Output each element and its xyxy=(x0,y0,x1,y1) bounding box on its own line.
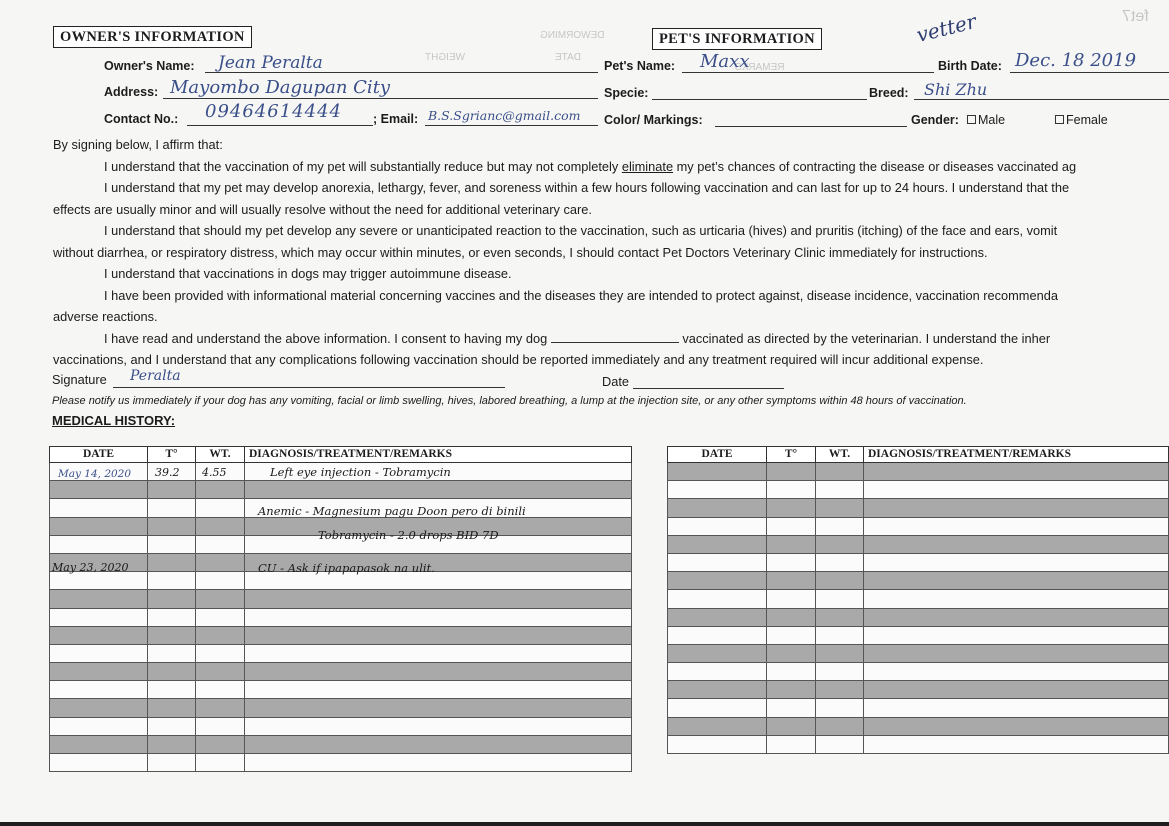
consent-paragraph-4: I understand that vaccinations in dogs may trigger autoimmune disease. xyxy=(104,266,512,281)
table-row[interactable] xyxy=(668,572,1169,590)
color-markings-line xyxy=(715,126,907,127)
entry-4-date: May 23, 2020 xyxy=(52,561,129,574)
date-label: Date xyxy=(602,374,630,389)
table-row[interactable] xyxy=(668,717,1169,735)
table-row[interactable] xyxy=(668,499,1169,517)
column-date: DATE xyxy=(668,447,767,463)
pet-section-title: PET'S INFORMATION xyxy=(652,28,822,50)
column-temp: T° xyxy=(767,447,816,463)
email-label: ; Email: xyxy=(373,112,419,126)
vaccination-notice: Please notify us immediately if your dog has any vomiting, facial or limb swelling, hives, labored breathing, a lump at the injection site, or any other symptoms within 48 hours of vaccination. xyxy=(52,395,967,407)
table-row[interactable] xyxy=(50,644,632,662)
specie-line xyxy=(652,99,867,100)
entry-1-temp: 39.2 xyxy=(155,466,180,479)
consent-paragraph-5-cont: adverse reactions. xyxy=(53,309,158,324)
entry-1-weight: 4.55 xyxy=(202,466,227,479)
gender-label: Gender: xyxy=(911,113,959,127)
column-weight: WT. xyxy=(816,447,864,463)
address-value[interactable]: Mayombo Dagupan City xyxy=(170,77,391,98)
consent-paragraph-5: I have been provided with informational material concerning vaccines and the diseases they are intended to protect against, disease incidence, vaccination recommenda xyxy=(104,287,1058,303)
specie-label: Specie: xyxy=(604,86,649,100)
bleed-through-deworming: DEWORMING xyxy=(540,30,605,41)
consent-paragraph-2-cont: effects are usually minor and will usually resolve without the need for additional veterinary care. xyxy=(53,201,592,217)
table-row[interactable] xyxy=(50,681,632,699)
table-row[interactable] xyxy=(668,663,1169,681)
address-line xyxy=(163,98,598,99)
table-row[interactable] xyxy=(668,481,1169,499)
birth-date-label: Birth Date: xyxy=(938,59,1002,73)
signature-label: Signature xyxy=(52,372,107,387)
signature-value[interactable]: Peralta xyxy=(130,368,181,384)
entry-3-remarks: Tobramycin - 2.0 drops BID 7D xyxy=(318,528,499,542)
signature-line xyxy=(113,387,505,388)
table-row[interactable] xyxy=(668,590,1169,608)
consent-paragraph-6-cont: vaccinations, and I understand that any complications following vaccination should be reported immediately and any treatment required will incur additional expense. xyxy=(53,352,984,367)
table-row[interactable] xyxy=(668,463,1169,481)
birth-date-value[interactable]: Dec. 18 2019 xyxy=(1015,50,1137,71)
owner-name-value[interactable]: Jean Peralta xyxy=(218,53,323,73)
dog-name-blank[interactable] xyxy=(551,331,679,343)
entry-1-remarks: Left eye injection - Tobramycin xyxy=(270,465,451,479)
color-markings-label: Color/ Markings: xyxy=(604,113,703,127)
owner-name-label: Owner's Name: xyxy=(104,59,195,73)
breed-value[interactable]: Shi Zhu xyxy=(924,80,988,99)
birth-date-line xyxy=(1010,72,1169,73)
table-row[interactable] xyxy=(668,608,1169,626)
breed-label: Breed: xyxy=(869,86,909,100)
table-row[interactable] xyxy=(668,735,1169,753)
column-temp: T° xyxy=(148,447,196,463)
contact-value[interactable]: 09464614444 xyxy=(205,101,342,122)
table-row[interactable] xyxy=(50,481,632,499)
bleed-through-date: DATE xyxy=(555,52,581,63)
entry-1-date: May 14, 2020 xyxy=(58,468,132,480)
column-weight: WT. xyxy=(196,447,245,463)
consent-text xyxy=(53,134,1168,371)
owner-section-title: OWNER'S INFORMATION xyxy=(53,26,252,48)
table-row[interactable] xyxy=(50,754,632,772)
table-row[interactable] xyxy=(50,735,632,753)
table-row[interactable] xyxy=(50,626,632,644)
bleed-through-remarks: REMARKS xyxy=(735,62,785,73)
table-row[interactable] xyxy=(50,663,632,681)
gender-male-option[interactable] xyxy=(967,112,1005,128)
column-remarks: DIAGNOSIS/TREATMENT/REMARKS xyxy=(245,447,632,463)
female-checkbox[interactable] xyxy=(1055,115,1064,124)
consent-paragraph-2: I understand that my pet may develop anorexia, lethargy, fever, and soreness within a few hours following vaccination and can last for up to 24 hours. I understand that the xyxy=(104,180,1070,195)
consent-paragraph-1: I understand that the vaccination of my pet will substantially reduce but may not completely eliminate my pet’s chances of contracting the disease or diseases vaccinated ag xyxy=(104,158,1077,174)
column-remarks: DIAGNOSIS/TREATMENT/REMARKS xyxy=(864,447,1169,463)
consent-intro: By signing below, I affirm that: xyxy=(53,137,223,152)
table-row[interactable] xyxy=(668,535,1169,553)
pet-annotation: vetter xyxy=(913,9,979,47)
medical-history-table-left xyxy=(49,446,632,772)
gender-female-option[interactable] xyxy=(1055,112,1108,128)
contact-line xyxy=(187,125,373,126)
table-row[interactable] xyxy=(50,699,632,717)
date-line xyxy=(633,388,784,389)
pet-name-value[interactable]: Maxx xyxy=(700,51,750,72)
eliminate-underlined: eliminate xyxy=(621,158,674,174)
table-row[interactable] xyxy=(668,699,1169,717)
entry-2-remarks: Anemic - Magnesium pagu Doon pero di binili xyxy=(258,504,526,518)
consent-paragraph-3: I understand that should my pet develop any severe or unanticipated reaction to the vaccination, such as urticaria (hives) and pruritis (itching) of the face and ears, vomit xyxy=(104,223,1058,238)
medical-history-title: MEDICAL HISTORY: xyxy=(52,413,176,428)
table-row[interactable] xyxy=(668,644,1169,662)
contact-label: Contact No.: xyxy=(104,112,179,126)
male-checkbox[interactable] xyxy=(967,115,976,124)
male-label: Male xyxy=(978,113,1006,127)
email-value[interactable]: B.S.Sgrianc@gmail.com xyxy=(428,108,581,123)
medical-history-table-right xyxy=(667,446,1169,754)
pet-name-label: Pet's Name: xyxy=(604,59,676,73)
table-row[interactable] xyxy=(668,517,1169,535)
bleed-through-weight: WEIGHT xyxy=(425,52,465,63)
consent-paragraph-3-cont: without diarrhea, or respiratory distress, which may occur within minutes, or even seconds, I should contact Pet Doctors Veterinary Clinic immediately for instructions. xyxy=(53,244,988,260)
table-row[interactable] xyxy=(668,681,1169,699)
column-date: DATE xyxy=(50,447,148,463)
table-row[interactable] xyxy=(50,717,632,735)
entry-4-remarks: CU - Ask if ipapapasok na ulit. xyxy=(258,561,435,575)
consent-paragraph-6: I have read and understand the above information. I consent to having my dog vaccinated as directed by the veterinarian. I understand the inher xyxy=(104,330,1051,346)
scan-bottom-edge xyxy=(0,822,1169,826)
bleed-through-corner: fet7 xyxy=(1122,8,1149,25)
pet-name-line xyxy=(682,72,934,73)
table-row[interactable] xyxy=(668,626,1169,644)
address-label: Address: xyxy=(104,85,159,99)
table-row[interactable] xyxy=(50,590,632,608)
table-row[interactable] xyxy=(50,608,632,626)
female-label: Female xyxy=(1066,113,1108,127)
table-row[interactable] xyxy=(668,553,1169,571)
